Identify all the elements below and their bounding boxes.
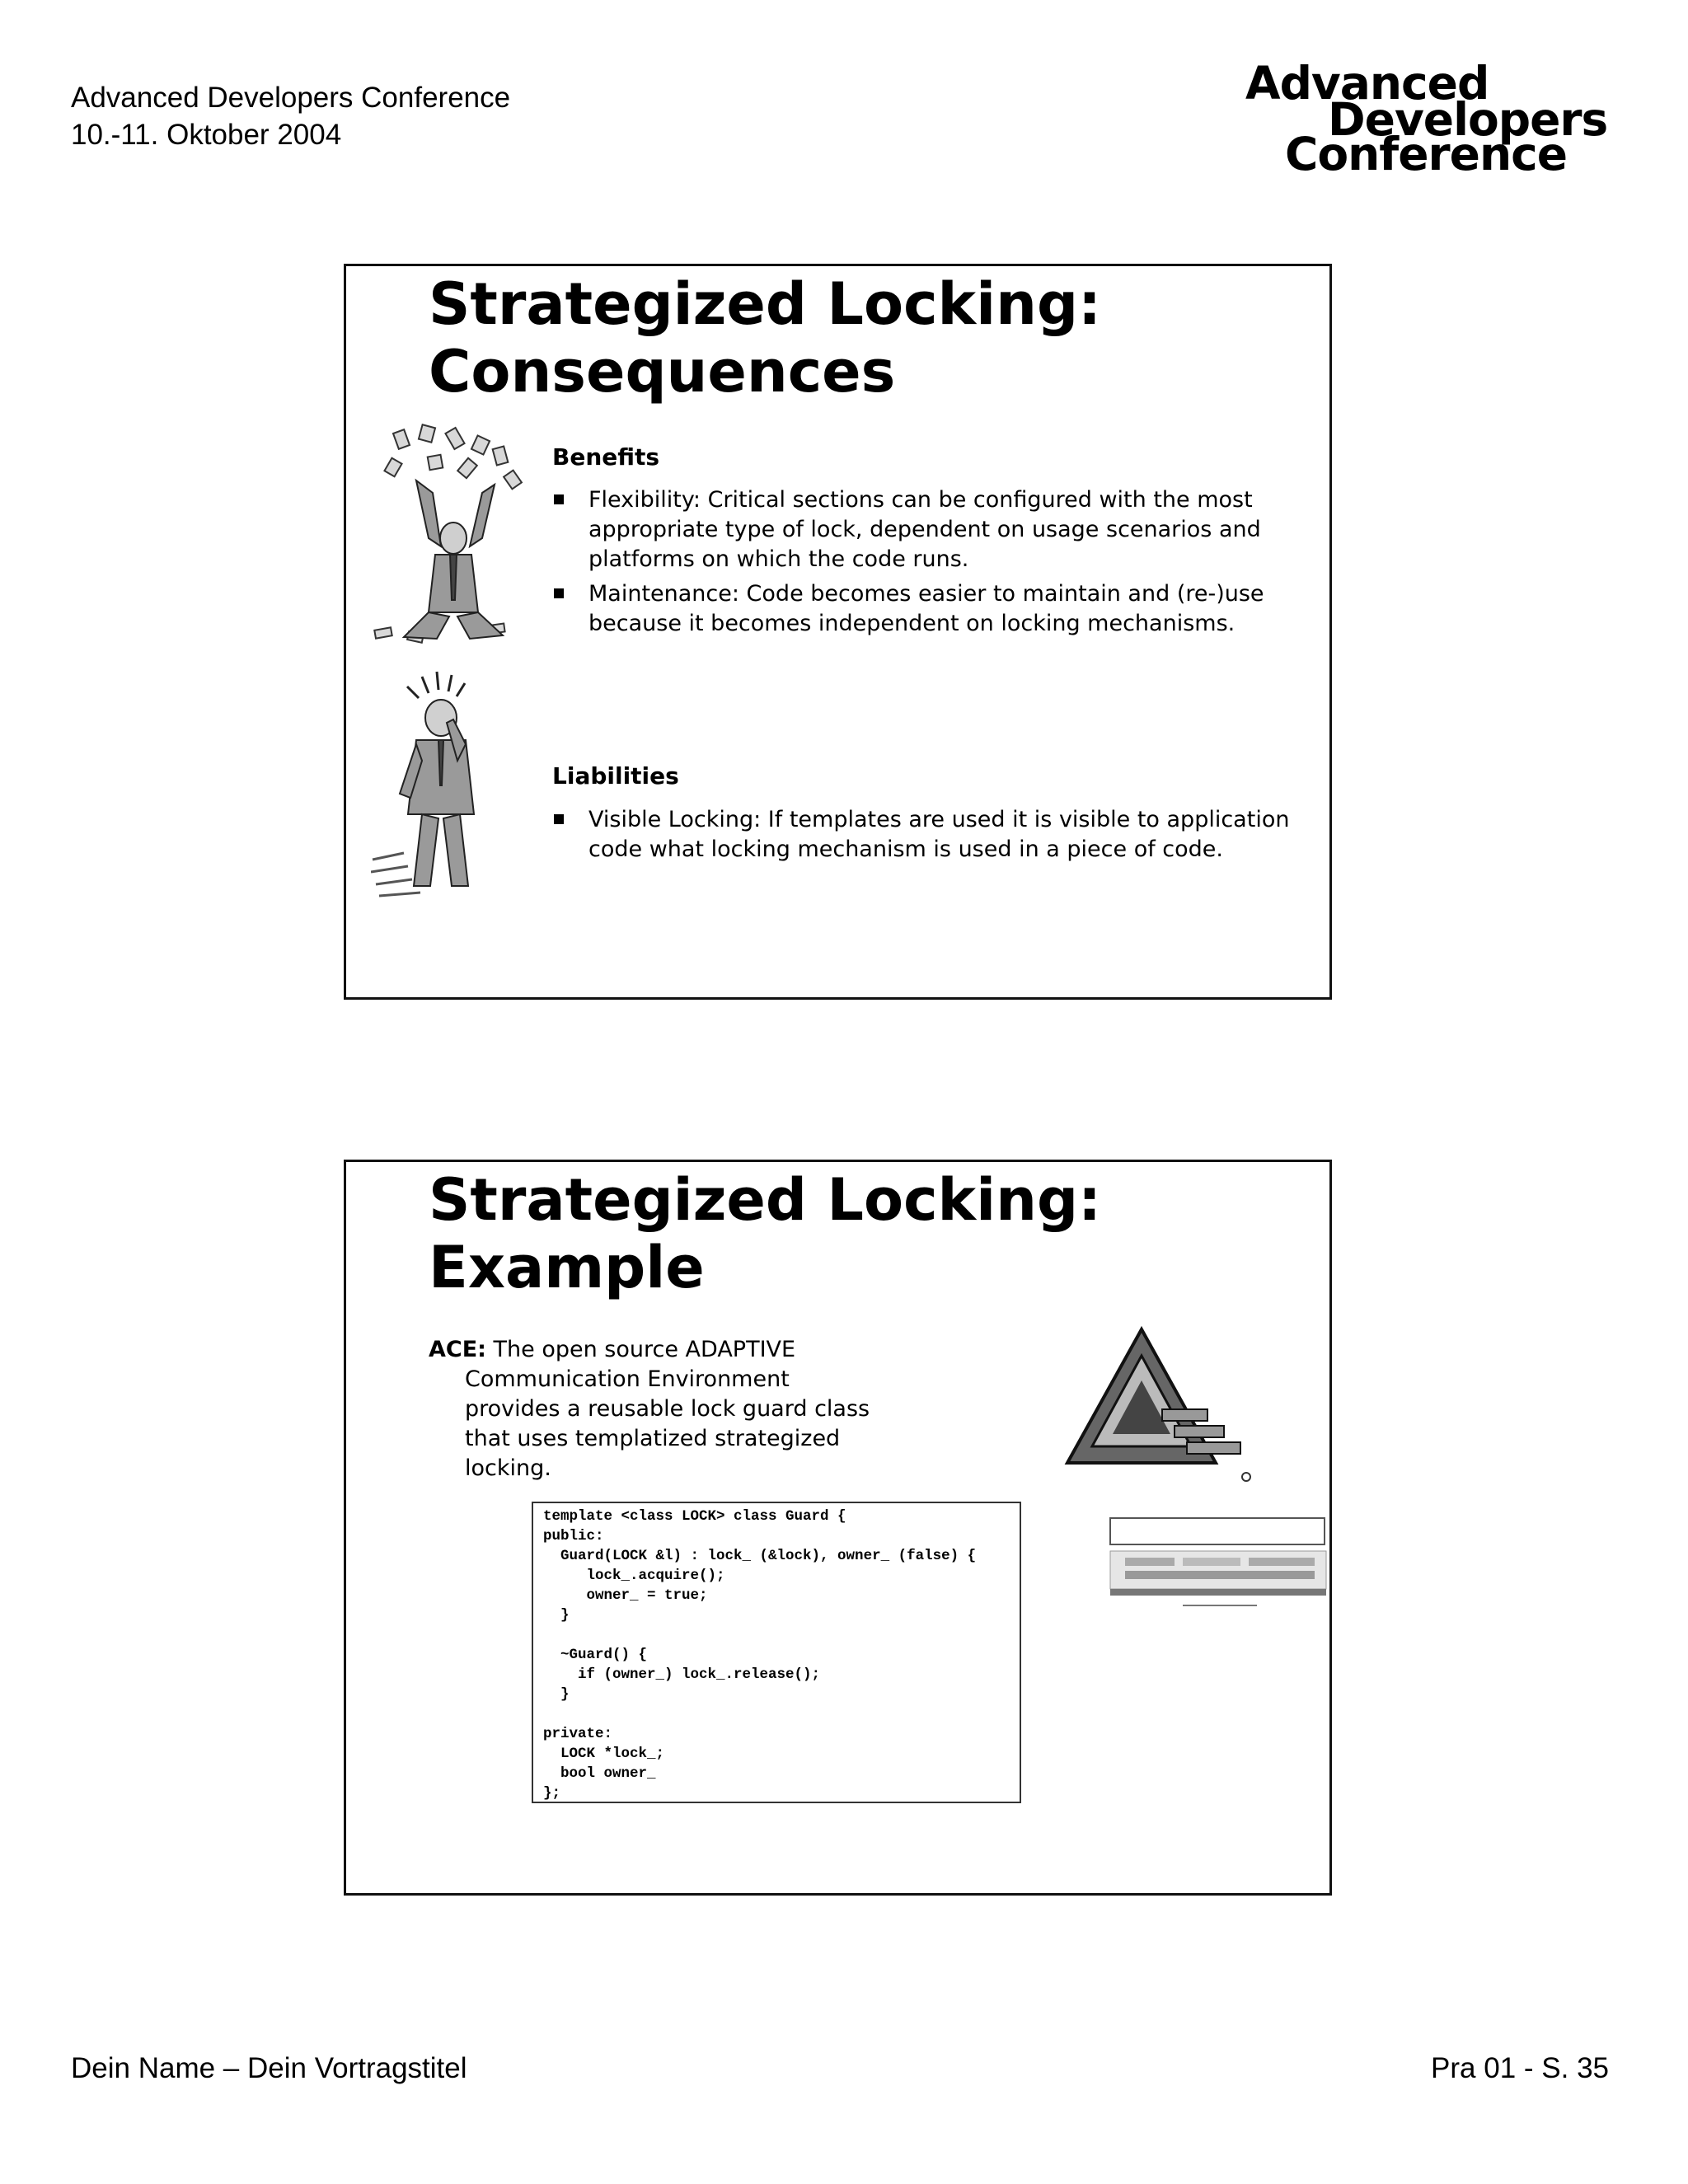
benefit-text: Maintenance: Code becomes easier to maintain and (re-)use because it becomes independent on locking mechanisms. xyxy=(588,581,1264,636)
ace-architecture-diagram-thumbnail xyxy=(1109,1516,1329,1615)
slide-title xyxy=(429,270,1101,405)
conference-date: 10.-11. Oktober 2004 xyxy=(71,119,342,151)
liability-text: Visible Locking: If templates are used it is visible to application code what locking mechanism is used in a piece of code. xyxy=(588,807,1290,862)
list-item xyxy=(552,579,1294,639)
footer-left: Dein Name – Dein Vortragstitel xyxy=(71,2052,467,2084)
benefits-heading: Benefits xyxy=(552,443,660,471)
bullet-icon xyxy=(554,494,564,504)
slide-example xyxy=(344,1160,1332,1896)
title-line-2: Example xyxy=(429,1234,705,1301)
ace-body: The open source ADAPTIVE Communication Environment provides a reusable lock guard class that uses templatized strategized locking. xyxy=(465,1337,870,1481)
bullet-icon xyxy=(554,814,564,824)
title-line-1: Strategized Locking: xyxy=(429,1166,1102,1234)
ace-label: ACE: xyxy=(429,1337,486,1362)
logo-line-2: Developers xyxy=(1328,93,1608,146)
ace-description xyxy=(429,1335,890,1483)
conference-logo xyxy=(1240,59,1628,183)
benefits-list xyxy=(552,485,1294,644)
page-header xyxy=(71,79,510,153)
code-block xyxy=(532,1502,1021,1803)
ace-logo xyxy=(1063,1323,1261,1488)
slide-consequences xyxy=(344,264,1332,1000)
worried-man-clipart xyxy=(371,670,511,901)
slide-title xyxy=(429,1166,1101,1301)
liabilities-heading: Liabilities xyxy=(552,762,679,790)
conference-name: Advanced Developers Conference xyxy=(71,82,511,114)
list-item xyxy=(552,805,1294,865)
celebrating-man-clipart xyxy=(371,423,536,654)
title-line-2: Consequences xyxy=(429,338,896,405)
logo-line-3: Conference xyxy=(1285,128,1568,180)
logo-line-1: Advanced xyxy=(1245,57,1489,110)
benefit-text: Flexibility: Critical sections can be configured with the most appropriate type of lock, dependent on usage scenarios and platforms on which the code runs. xyxy=(588,487,1261,572)
page-number: Pra 01 - S. 35 xyxy=(1431,2052,1609,2084)
liabilities-list xyxy=(552,805,1294,869)
bullet-icon xyxy=(554,588,564,598)
code-text: template <class LOCK> class Guard { public: Guard(LOCK &l) : lock_ (&lock), owner_ (false) { lock_.acquire(); owner_ = true; } ~Guard() { if (owner_) lock_.release(); } private: LOCK *lock_; bool owner_ }; xyxy=(543,1508,977,1802)
title-line-1: Strategized Locking: xyxy=(429,270,1102,338)
list-item xyxy=(552,485,1294,574)
